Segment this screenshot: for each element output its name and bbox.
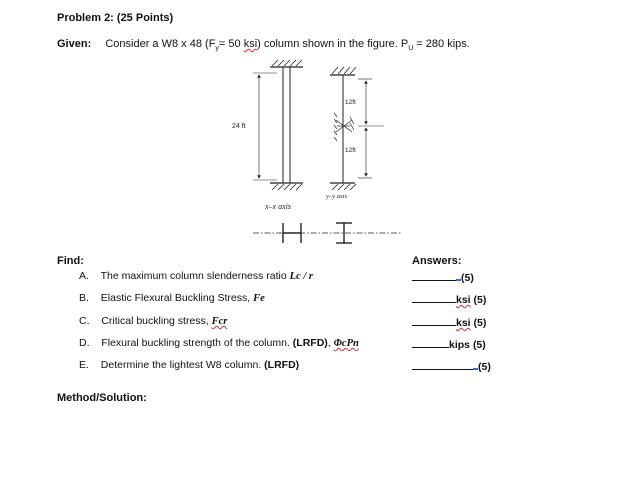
find-label: Find: <box>57 255 84 267</box>
mid-brace <box>334 113 354 141</box>
item-text: Elastic Flexural Buckling Stress, <box>100 292 254 304</box>
find-item-e <box>79 359 299 371</box>
item-sep: , <box>327 337 334 349</box>
answer-blank[interactable] <box>412 337 449 348</box>
find-item-b <box>79 292 265 304</box>
fy-symbol: $F_y$ <box>208 38 219 53</box>
fcr-symbol: Fcr <box>211 316 228 327</box>
given-label: Given: <box>57 38 92 50</box>
answer-blank[interactable] <box>412 359 478 370</box>
fy-eq: = 50 <box>218 38 244 50</box>
lrfd-tag: (LRFD) <box>292 337 328 349</box>
answer-points: (5) <box>473 317 487 329</box>
phi-pn-symbol: ΦcPn <box>333 338 359 349</box>
answer-points: (5) <box>472 339 486 351</box>
answer-row-d <box>412 337 486 351</box>
answer-points: (5) <box>473 294 487 306</box>
item-text: Determine the lightest W8 column. <box>100 359 265 371</box>
yy-column <box>330 67 384 190</box>
bottom-support-hatch-left <box>272 184 302 190</box>
section-axis-line <box>253 223 402 243</box>
find-item-a <box>79 270 313 282</box>
item-letter: C. <box>79 315 90 327</box>
item-letter: A. <box>79 270 89 282</box>
answer-unit: kips <box>449 339 471 351</box>
pu-sub: U <box>408 45 414 53</box>
item-text: Critical buckling stress, <box>101 315 212 327</box>
top-support-hatch-left <box>272 60 302 66</box>
xx-column <box>253 60 303 190</box>
item-letter: E. <box>79 359 89 371</box>
answer-blank[interactable] <box>412 270 461 281</box>
dim-12ft-bottom: 12ft <box>345 147 356 154</box>
answer-unit: ksi <box>456 317 471 329</box>
given-text-2: ) column shown in the figure. P <box>257 38 409 50</box>
answer-points: (5) <box>461 272 474 284</box>
answer-row-b <box>412 292 486 306</box>
answer-blank[interactable] <box>412 315 456 326</box>
dim-12ft-top: 12ft <box>345 99 356 106</box>
answer-row-c <box>412 315 486 329</box>
find-item-d <box>79 337 359 349</box>
problem-title: Problem 2: (25 Points) <box>57 12 174 24</box>
given-text-1: Consider a W8 x 48 ( <box>105 38 209 50</box>
answers-label: Answers: <box>412 255 462 267</box>
fe-symbol: Fe <box>253 293 265 304</box>
xx-axis-label: x–x axis <box>265 202 291 211</box>
answer-row-a <box>412 270 474 284</box>
find-item-c <box>79 315 227 327</box>
answer-row-e <box>412 359 491 373</box>
answer-unit: ksi <box>456 294 471 306</box>
dim-24ft: 24 ft <box>232 123 246 130</box>
fy-unit: ksi <box>243 38 258 50</box>
answer-blank[interactable] <box>412 292 456 303</box>
item-letter: B. <box>79 292 89 304</box>
item-text: Flexural buckling strength of the column. <box>101 337 293 349</box>
method-label: Method/Solution: <box>57 392 147 404</box>
item-letter: D. <box>79 337 90 349</box>
bottom-support-hatch-right <box>332 184 356 190</box>
yy-axis-label: y–y axis <box>326 193 348 200</box>
pu-text: = 280 kips. <box>413 38 470 50</box>
item-text: The maximum column slenderness ratio <box>100 270 290 282</box>
answer-points: (5) <box>478 361 491 373</box>
slenderness-symbol: Lc / r <box>289 271 313 282</box>
top-support-hatch-right <box>332 67 356 74</box>
lrfd-tag: (LRFD) <box>264 359 300 371</box>
